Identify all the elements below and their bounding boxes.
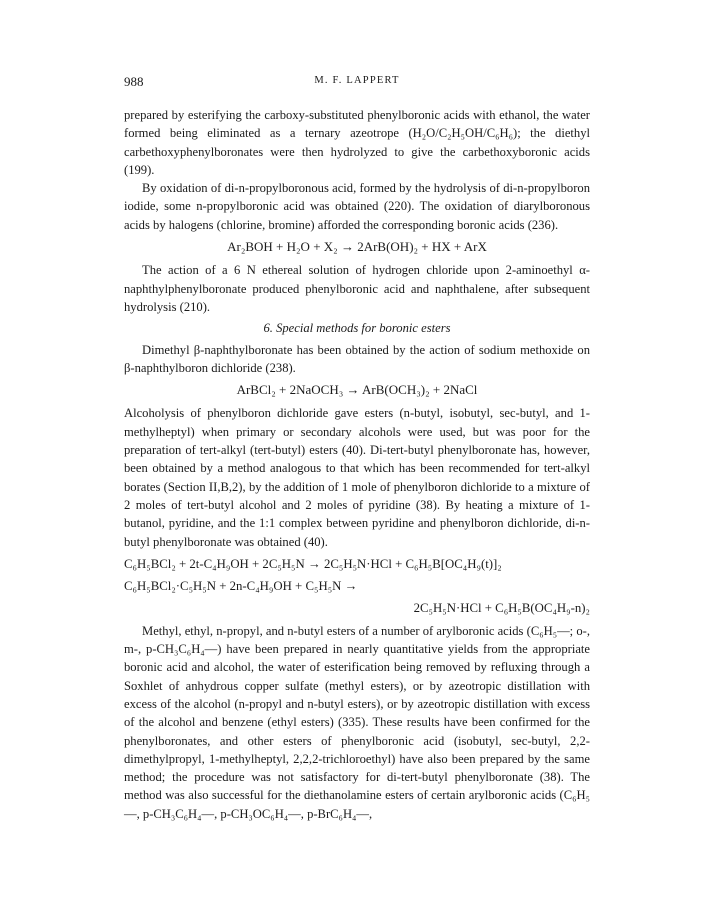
equation-1: Ar₂BOH + H₂O + X₂ → 2ArB(OH)₂ + HX + ArX: [227, 239, 487, 255]
paragraph-3: The action of a 6 N ethereal solution of hydrogen chloride upon 2-aminoethyl α-naphthylphenylboronate produced phenylboronic acid and naphthalene, after subsequent hydrolysis (210).: [124, 263, 590, 314]
paragraph-6: Methyl, ethyl, n-propyl, and n-butyl esters of a number of arylboronic acids (C₆H₅—; o-, m-, p-CH₃C₆H₄—) have been prepared in nearly quantitative yields from the appropriate boronic acid and alcohol, the water of esterification being removed by refluxing through a Soxhlet of anhydrous copper sulfate (methyl esters), or by azeotropic distillation with excess of the alcohol (n-propyl and n-butyl esters), or by azeotropic distillation with excess of the alcohol and benzene (ethyl esters) (335). These results have been confirmed for the phenylboronates, and other esters of phenylboronic acid (isobutyl, sec-butyl, 2,2-dimethylpropyl, 1-methylheptyl, 2,2,2-trichloroethyl) have also been prepared by the same method; the procedure was not satisfactory for di-tert-butyl phenylboronate (38). The method was also successful for the diethanolamine esters of certain arylboronic acids (C₆H₅—, p-CH₃C₆H₄—, p-CH₃OC₆H₄—, p-BrC₆H₄—,: [124, 623, 590, 821]
equation-3: C₆H₅BCl₂ + 2t-C₄H₉OH + 2C₅H₅N → 2C₅H₅N·HCl + C₆H₅B[OC₄H₉(t)]₂: [124, 556, 502, 571]
equation-4-line-2: 2C₅H₅N·HCl + C₆H₅B(OC₄H₉-n)₂: [413, 601, 590, 616]
body-text: [124, 106, 590, 823]
paragraph-1: prepared by esterifying the carboxy-substituted phenylboronic acids with ethanol, the water formed being eliminated as a ternary azeotrope (H₂O/C₂H₅OH/C₆H₆); the diethyl carbethoxyphenylboronates were then hydrolyzed to give the carbethoxyboronic acids (199).: [124, 108, 590, 177]
paragraph-2: By oxidation of di-n-propylboronous acid, formed by the hydrolysis of di-n-propylboron iodide, some n-propylboronic acid was obtained (220). The oxidation of diarylboronous acids by halogens (chlorine, bromine) afforded the corresponding boronic acids (236).: [124, 181, 590, 232]
paragraph-4: Dimethyl β-naphthylboronate has been obtained by the action of sodium methoxide on β-naphthylboron dichloride (238).: [124, 342, 590, 375]
paragraph-5: Alcoholysis of phenylboron dichloride gave esters (n-butyl, isobutyl, sec-butyl, and 1-methylheptyl) when primary or secondary alcohols were used, but was poor for the preparation of tert-alkyl (tert-butyl) esters (40). Di-tert-butyl phenylboronate has, however, been obtained by a method analogous to that which has been recommended for tert-alkyl borates (Section II,B,2), by the addition of 1 mole of phenylboron dichloride to a mixture of 2 moles of tert-butyl alcohol and 2 moles of pyridine (38). By heating a mixture of 1-butanol, pyridine, and the 1:1 complex between pyridine and phenylboron dichloride, di-n-butyl phenylboronate was obtained (40).: [124, 406, 590, 549]
page-number: 988: [124, 74, 144, 89]
equation-2: ArBCl₂ + 2NaOCH₃ → ArB(OCH₃)₂ + 2NaCl: [236, 382, 478, 398]
running-author: M. F. LAPPERT: [314, 75, 400, 86]
equation-4-line-1: C₆H₅BCl₂·C₅H₅N + 2n-C₄H₉OH + C₅H₅N →: [124, 579, 358, 594]
section-heading: 6. Special methods for boronic esters: [263, 321, 451, 336]
